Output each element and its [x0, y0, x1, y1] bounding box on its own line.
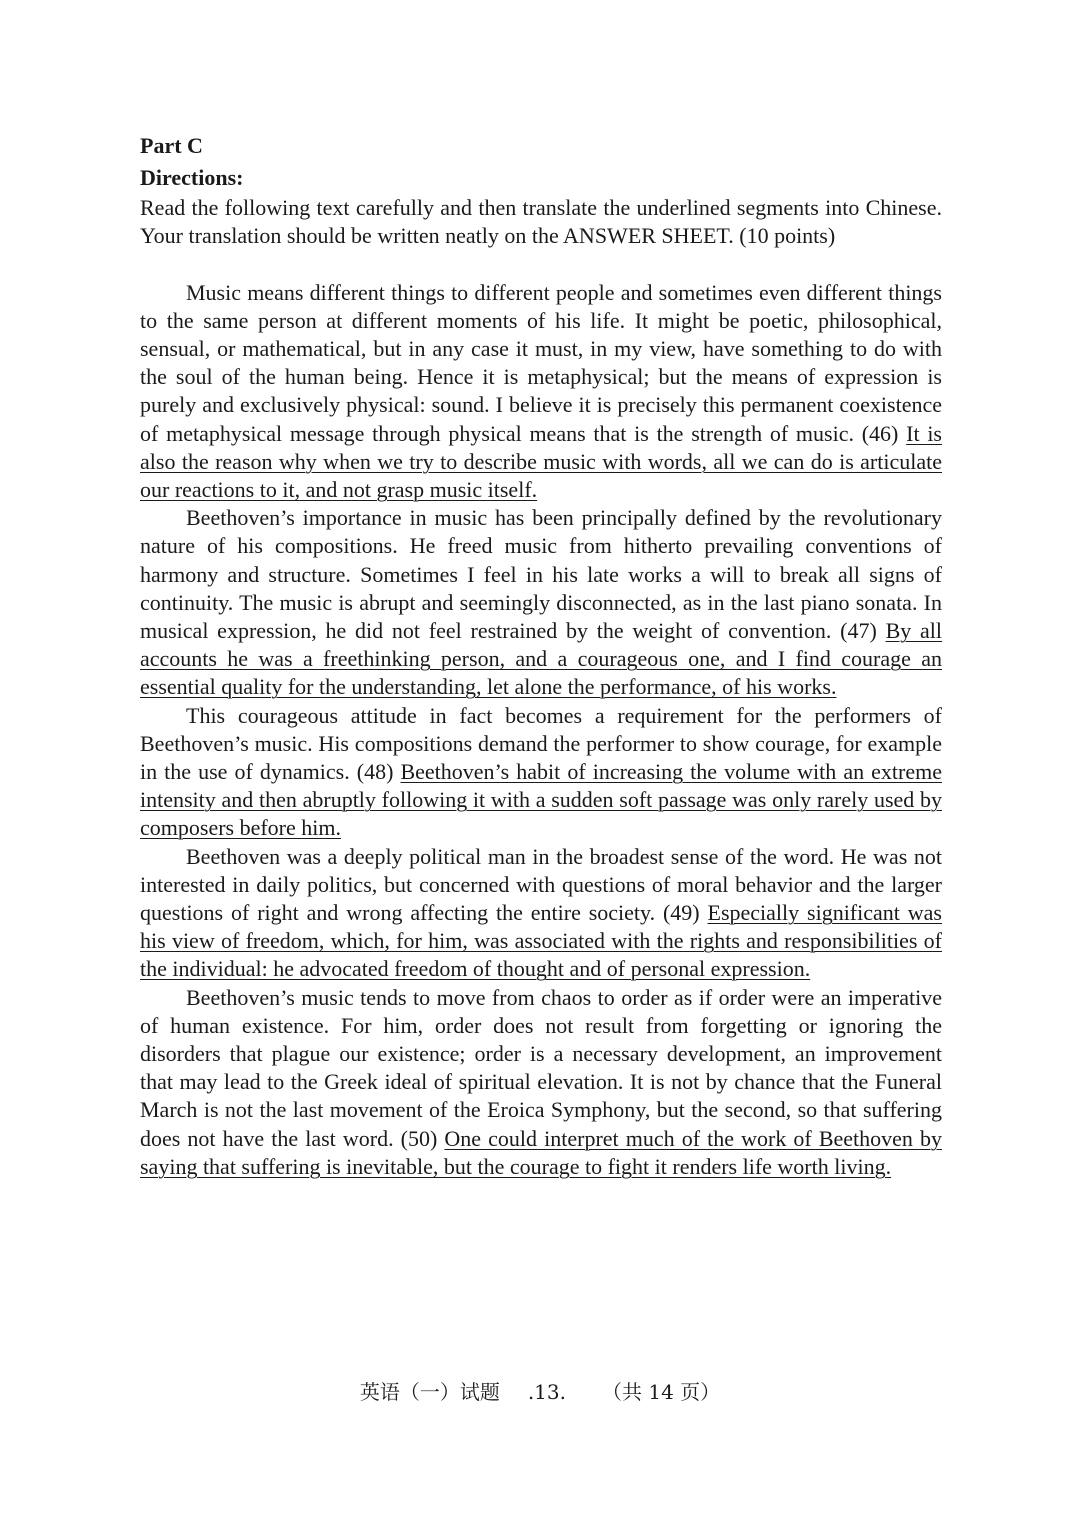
exam-page	[140, 130, 942, 1181]
underlined-segment-48: Beethoven’s habit of increasing the volume with an extreme intensity and then abruptly following it with a sudden soft passage was only rarely used by composers before him.	[140, 759, 942, 841]
directions-text: Read the following text carefully and then translate the underlined segments into Chinese. Your translation should be written neatly on the ANSWER SHEET. (10 points)	[140, 195, 942, 249]
paragraph-1	[140, 279, 942, 505]
paragraph-text: This courageous attitude in fact becomes a requirement for the performers of Beethoven’s music. His compositions demand the performer to show courage, for example in the use of dynamics. (48)	[140, 702, 942, 785]
underlined-segment-50: One could interpret much of the work of Beethoven by saying that suffering is inevitable, but the courage to fight it renders life worth living.	[140, 1125, 943, 1179]
footer-title: 英语（一）试题	[359, 1380, 500, 1404]
paragraph-text: Beethoven’s music tends to move from chaos to order as if order were an imperative of human existence. For him, order does not result from forgetting or ignoring the disorders that plague our existence; order is a necessary development, an improvement that may lead to the Greek ideal of spiritual elevation. It is not by chance that the Funeral March is not the last movement of the Eroica Symphony, but the second, so that suffering does not have the last word. (50)	[140, 984, 942, 1151]
page-total: （共 14 页）	[602, 1380, 721, 1404]
underlined-segment-46: It is also the reason why when we try to describe music with words, all we can do is articulate our reactions to it, and not grasp music itself.	[140, 420, 942, 503]
underlined-segment-47: By all accounts he was a freethinking person, and a courageous one, and I find courage an essential quality for the understanding, let alone the performance, of his works.	[140, 618, 942, 700]
reading-passage	[140, 279, 942, 1182]
paragraph-4	[140, 843, 942, 984]
paragraph-text: Beethoven was a deeply political man in the broadest sense of the word. He was not interested in daily politics, but concerned with questions of moral behavior and the larger questions of right and wrong affecting the entire society. (49)	[140, 843, 942, 926]
paragraph-text: Music means different things to different people and sometimes even different things to the same person at different moments of his life. It might be poetic, philosophical, sensual, or mathematical, but in any case it must, in my view, have something to do with the soul of the human being. Hence it is metaphysical; but the means of expression is purely and exclusively physical: sound. I believe it is precisely this permanent coexistence of metaphysical message through physical means that is the strength of music. (46)	[140, 279, 942, 446]
paragraph-2	[140, 504, 942, 701]
page-footer	[0, 1378, 1080, 1406]
page-number: .13.	[527, 1380, 566, 1404]
part-title: Part C	[140, 133, 203, 158]
paragraph-text: Beethoven’s importance in music has been principally defined by the revolutionary nature of his compositions. He freed music from hitherto prevailing conventions of harmony and structure. Sometimes I feel in his late works a will to break all signs of continuity. The music is abrupt and seemingly disconnected, as in the last piano sonata. In musical expression, he did not feel restrained by the weight of convention. (47)	[140, 505, 942, 644]
paragraph-5	[140, 984, 942, 1181]
underlined-segment-49: Especially significant was his view of freedom, which, for him, was associated with the rights and responsibilities of the individual: he advocated freedom of thought and of personal expression.	[140, 900, 942, 982]
directions-label: Directions:	[140, 165, 244, 190]
paragraph-3	[140, 702, 942, 843]
